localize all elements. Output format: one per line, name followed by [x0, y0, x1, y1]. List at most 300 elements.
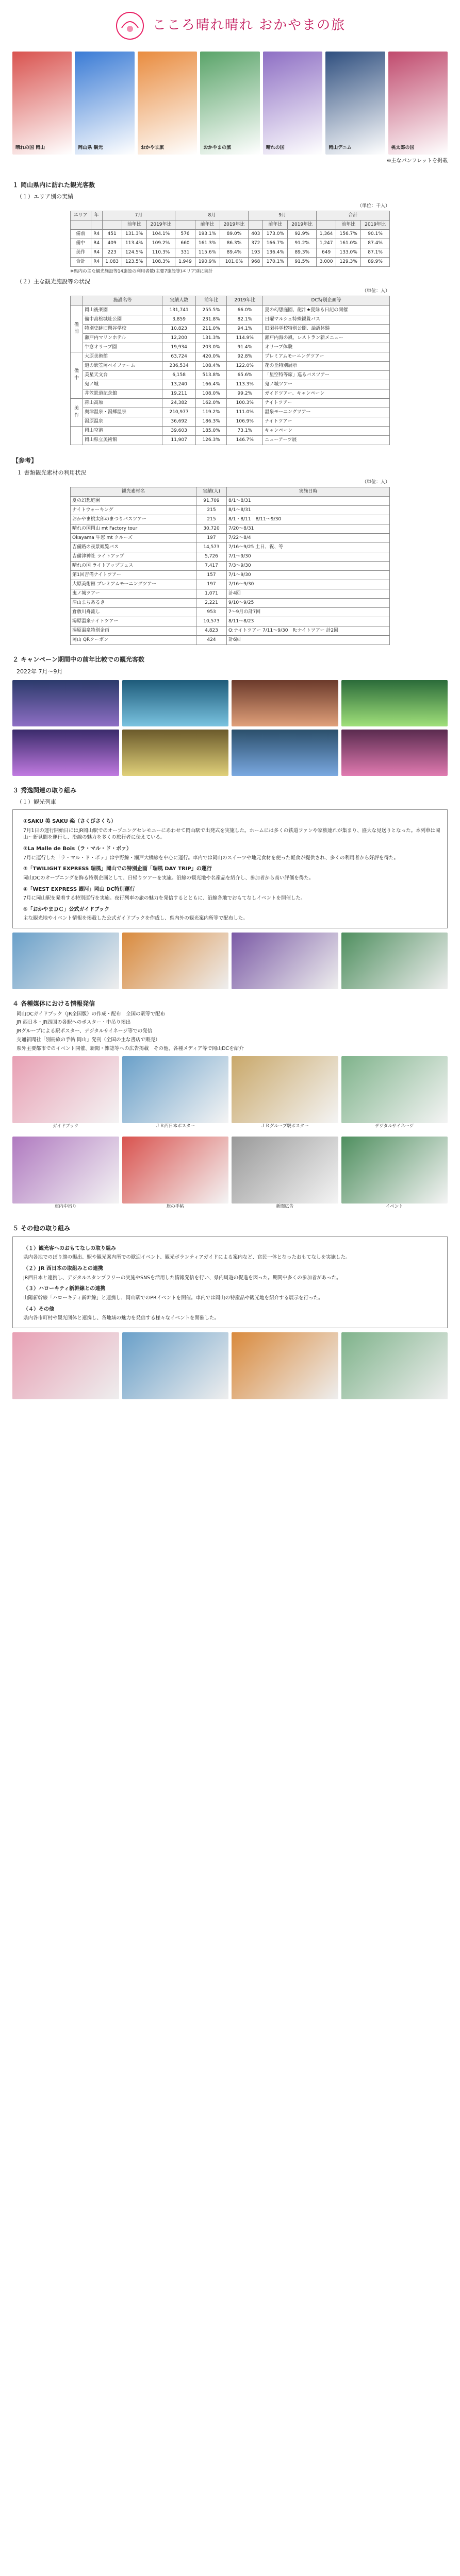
section1-unit1: （単位：千人） — [357, 203, 390, 209]
header-cell: 施設名等 — [83, 296, 162, 306]
media-item: 県外主要都市でのイベント開催、新聞・雑誌等への広告掲載 その他、各種メディア等で岡山DCを紹介 — [17, 1045, 244, 1052]
table-cell: 161.3% — [195, 239, 220, 248]
item-heading: ②La Malle de Bois（ラ・マル・ド・ボァ） — [23, 846, 132, 852]
header-cell: 9月 — [249, 211, 317, 220]
table-cell: 211.0% — [195, 324, 226, 333]
table-row — [71, 436, 390, 445]
table-cell: 131.3% — [122, 229, 146, 239]
media-photo — [232, 1137, 338, 1204]
table-cell: 146.7% — [227, 436, 263, 445]
header-cell: 2019年比 — [227, 296, 263, 306]
table-cell: 92.8% — [227, 352, 263, 361]
table-cell: 215 — [196, 515, 227, 524]
area-cell: 備前 — [71, 306, 83, 352]
media-photo-cell — [341, 1056, 448, 1133]
table-cell: 91.2% — [288, 239, 317, 248]
table-cell: 13,240 — [162, 380, 196, 389]
table-cell: 190.9% — [195, 258, 220, 267]
table-cell: 瀬戸内海の風、レストラン新メニュー — [263, 333, 390, 343]
header-cell: 前年比 — [122, 220, 146, 229]
reference-unit: （単位：人） — [362, 479, 390, 485]
header-cell: 2019年比 — [361, 220, 390, 229]
table-cell: おかやま桃太郎のまつりバスツアー — [71, 515, 196, 524]
table-cell: 12,200 — [162, 333, 196, 343]
media-photo — [12, 1137, 119, 1204]
header-cell: 2019年比 — [146, 220, 175, 229]
table-cell: 403 — [249, 229, 263, 239]
table-cell: 備中 — [71, 239, 91, 248]
table-cell: 87.4% — [361, 239, 390, 248]
table-row — [71, 636, 390, 645]
table-cell: Okayama 牛窓 mt クルーズ — [71, 533, 196, 543]
table-cell: 131,741 — [162, 306, 196, 315]
table-cell: 美作 — [71, 248, 91, 258]
table-cell: ガイドツアー、キャンペーン — [263, 389, 390, 398]
area-cell: 美作 — [71, 398, 83, 426]
pamphlet-cover: 岡山県 観光 — [75, 52, 134, 155]
header-cell: 前年比 — [195, 296, 226, 306]
media-caption: ガイドブック — [53, 1124, 79, 1129]
table-cell: 5,726 — [196, 552, 227, 561]
table-cell: 「星空特等席」巡るバスツアー — [263, 370, 390, 380]
table-cell: 7/16～9/30 — [226, 580, 389, 589]
table-cell: 道の駅笠岡ベイファーム — [83, 361, 162, 370]
table-cell: 133.0% — [336, 248, 361, 258]
table-cell: 7/1～9/30 — [226, 552, 389, 561]
table-cell: 大原美術館 プレミアムモーニングツアー — [71, 580, 196, 589]
header-cell: 2019年比 — [288, 220, 317, 229]
section5-title: ５ その他の取り組み — [12, 1225, 71, 1232]
table-cell: 73.1% — [227, 427, 263, 436]
train-photo — [12, 933, 119, 989]
item-heading: （２）JR 西日本の取組みとの連携 — [23, 1266, 103, 1272]
table-cell: 1,071 — [196, 589, 227, 599]
media-caption: イベント — [385, 1204, 403, 1210]
section3-sub: （１）観光列車 — [17, 799, 56, 806]
table-cell: 111.0% — [227, 408, 263, 417]
table-row — [71, 361, 390, 370]
item-heading: ③「TWILIGHT EXPRESS 瑞風」岡山での特別企画「瑞風 DAY TRIP」の運行 — [23, 866, 212, 872]
media-photo — [122, 1137, 229, 1204]
table-cell: 89.9% — [361, 258, 390, 267]
table-cell: 7/20～8/31 — [226, 524, 389, 533]
table-cell: 122.0% — [227, 361, 263, 370]
table-cell: 花の丘特別展示 — [263, 361, 390, 370]
table-cell: 108.3% — [146, 258, 175, 267]
table-cell: キャンペーン — [263, 427, 390, 436]
table-cell: 岡山 QRクーポン — [71, 636, 196, 645]
table-cell: 牛窓オリーブ園 — [83, 343, 162, 352]
table-cell: 1,083 — [102, 258, 122, 267]
table-cell: 吉備津神社 ライトアップ — [71, 552, 196, 561]
table-row — [71, 343, 390, 352]
header-cell: 7月 — [102, 211, 175, 220]
table-cell: 7/22～8/4 — [226, 533, 389, 543]
table-cell: 9/10～9/25 — [226, 599, 389, 608]
festival-photo — [122, 680, 229, 726]
table-cell: 210,977 — [162, 408, 196, 417]
table-cell: 173.0% — [263, 229, 288, 239]
table-cell: 109.2% — [146, 239, 175, 248]
pamphlet-covers — [12, 52, 448, 155]
table-cell: 113.3% — [227, 380, 263, 389]
table-cell: 126.3% — [195, 436, 226, 445]
table-cell: 223 — [102, 248, 122, 258]
night-event-photo — [12, 680, 119, 726]
table-cell: 8/1～8/31 — [226, 496, 389, 505]
table-cell: 1,949 — [175, 258, 195, 267]
table-cell: 岡山後楽園 — [83, 306, 162, 315]
table-cell: 215 — [196, 505, 227, 515]
table-cell: ナイトウォーキング — [71, 505, 196, 515]
table-cell: 420.0% — [195, 352, 226, 361]
table-cell: 92.9% — [288, 229, 317, 239]
section1-title: １ 岡山県内に訪れた観光客数 — [12, 181, 95, 189]
table-cell: 備中高松城址公園 — [83, 315, 162, 324]
table-cell: 100.3% — [227, 398, 263, 408]
item-text: 7月に運行した「ラ・マル・ド・ボァ」は宇野線・瀬戸大橋線を中心に運行。車内では岡山のスイーツや地元食材を使った軽食が提供され、多くの利用者から好評を得た。 — [23, 855, 399, 861]
other-photo — [341, 1332, 448, 1399]
header-cell: 合計 — [317, 211, 390, 220]
header-cell: 前年比 — [336, 220, 361, 229]
item-heading: ④「WEST EXPRESS 銀河」岡山 DC特別運行 — [23, 886, 135, 892]
table-cell: 10,823 — [162, 324, 196, 333]
table-cell: 576 — [175, 229, 195, 239]
header-cell: 実績(人) — [196, 487, 227, 496]
section4-title: ４ 各種媒体における情報発信 — [12, 1000, 95, 1008]
section1-unit2: （単位：人） — [362, 289, 390, 294]
table-row — [71, 505, 390, 515]
table-cell: 日曜マルシェ特殊観覧バス — [263, 315, 390, 324]
table-cell: 94.1% — [227, 324, 263, 333]
table-cell: 旧閑谷学校特別公開、論語体験 — [263, 324, 390, 333]
table-cell: 24,382 — [162, 398, 196, 408]
table-cell: 岡山県立美術館 — [83, 436, 162, 445]
table-cell: 湯原温泉特別企画 — [71, 626, 196, 636]
table-row — [71, 496, 390, 505]
media-item: JR 西日本・JR四国の各駅へのポスター・中吊り掲出 — [17, 1020, 131, 1026]
table-row — [71, 561, 390, 570]
table-row — [71, 306, 390, 315]
table-cell: 63,724 — [162, 352, 196, 361]
table-cell: 4,823 — [196, 626, 227, 636]
media-photo — [232, 1056, 338, 1123]
table-cell: 236,534 — [162, 361, 196, 370]
section3-photos — [12, 933, 448, 989]
table-cell: 166.7% — [263, 239, 288, 248]
item-text: 岡山DCのオープニングを飾る特別企画として、日帰りツアーを実施。沿線の観光地や名産品を紹介し、参加者から高い評価を得た。 — [23, 875, 314, 881]
media-photo-cell — [122, 1137, 229, 1214]
reference-title: 【参考】 — [12, 457, 38, 465]
other-photo — [12, 1332, 119, 1399]
table-cell: 331 — [175, 248, 195, 258]
table-cell: 19,934 — [162, 343, 196, 352]
header-cell — [71, 220, 91, 229]
section1-note1: ※県内の主な観光施設等14施設の利用者数(主要7施設等)エリア別に集計 — [70, 269, 213, 275]
table-cell: 吉備路の夜景観覧バス — [71, 543, 196, 552]
table-cell: 6,158 — [162, 370, 196, 380]
table-row — [71, 398, 390, 408]
header-cell — [102, 220, 122, 229]
hare-logo-icon — [114, 10, 145, 41]
header-cell — [249, 220, 263, 229]
media-photo — [122, 1056, 229, 1123]
media-caption: 車内中吊り — [54, 1204, 77, 1210]
table-cell: 36,692 — [162, 417, 196, 427]
table-cell: 108.0% — [195, 389, 226, 398]
pamphlet-cover: おかやまの旅 — [200, 52, 259, 155]
reference-sub: １ 書類観光素材の利用状況 — [17, 469, 87, 476]
item-heading: （４）その他 — [23, 1306, 54, 1312]
table-row — [71, 315, 390, 324]
section5-photos — [12, 1332, 448, 1399]
table-cell: 7/1～9/30 — [226, 571, 389, 580]
header-cell: 前年比 — [195, 220, 220, 229]
campaign-title: こころ晴れ晴れ おかやまの旅 — [152, 18, 346, 33]
table-cell: 131.3% — [195, 333, 226, 343]
media-list — [12, 1011, 448, 1053]
table-cell: 39,603 — [162, 427, 196, 436]
area-cell — [71, 427, 83, 445]
title-banner — [12, 0, 448, 52]
table-row — [71, 248, 390, 258]
item-heading: （３）ハローキティ新幹線との連携 — [23, 1286, 106, 1292]
table-cell: 温泉モーニングツアー — [263, 408, 390, 417]
table-cell: 255.5% — [195, 306, 226, 315]
table-cell: 231.8% — [195, 315, 226, 324]
header-cell: 観光素材名 — [71, 487, 196, 496]
facility-table — [70, 296, 390, 445]
table-row — [71, 617, 390, 626]
table-cell: 合計 — [71, 258, 91, 267]
section1-sub1: （１）エリア別の実績 — [17, 193, 73, 200]
table-cell: ナイトツアー — [263, 398, 390, 408]
table-header-row — [71, 211, 390, 220]
table-cell: 7～9月の計7回 — [226, 608, 389, 617]
section3-title: ３ 秀逸関連の取り組み — [12, 786, 77, 794]
table-cell: 170.1% — [263, 258, 288, 267]
table-row — [71, 608, 390, 617]
media-photo — [12, 1056, 119, 1123]
garden-photo — [341, 680, 448, 726]
item-heading: ①SAKU 美 SAKU 楽（さくびさくら） — [23, 819, 117, 825]
table-row — [71, 524, 390, 533]
media-item: JRグループによる駅ポスター、デジタルサイネージ等での発信 — [17, 1028, 153, 1035]
table-cell: 197 — [196, 580, 227, 589]
river-photo — [232, 730, 338, 776]
table-cell: 晴れの国岡山 mt Factory tour — [71, 524, 196, 533]
media-photo — [341, 1137, 448, 1204]
other-photo — [122, 1332, 229, 1399]
table-cell: 89.3% — [288, 248, 317, 258]
section2-title: ２ キャンペーン期間中の前年比較での観光客数 — [12, 656, 144, 664]
table-row — [71, 324, 390, 333]
table-row — [71, 626, 390, 636]
table-cell: 89.0% — [220, 229, 249, 239]
table-cell: 7/3～9/30 — [226, 561, 389, 570]
table-cell: 90.1% — [361, 229, 390, 239]
table-cell: 513.8% — [195, 370, 226, 380]
table-cell: 第1回吉備ナイトツアー — [71, 571, 196, 580]
table-subheader-row — [71, 220, 390, 229]
item-text: 7月に岡山駅を発着する特別運行を実施。夜行列車の旅の魅力を発信するとともに、沿線各地でおもてなしイベントを開催した。 — [23, 895, 306, 902]
table-cell: 161.0% — [336, 239, 361, 248]
pamphlet-cover: 晴れの国 — [263, 52, 322, 155]
table-row — [71, 239, 390, 248]
item-text: JR西日本と連携し、デジタルスタンプラリーの実施やSNSを活用した情報発信を行い、県内周遊の促進を図った。期間中多くの参加者があった。 — [23, 1275, 341, 1281]
media-photo-cell — [232, 1137, 338, 1214]
table-cell: 大原美術館 — [83, 352, 162, 361]
table-cell: 91,709 — [196, 496, 227, 505]
train-photo — [341, 933, 448, 989]
table-cell: 91.4% — [227, 343, 263, 352]
table-cell: 井笠鉄道記念館 — [83, 389, 162, 398]
table-cell: 湯原温泉 — [83, 417, 162, 427]
train-initiatives — [12, 809, 448, 928]
table-row — [71, 552, 390, 561]
table-cell: 2,221 — [196, 599, 227, 608]
media-photo-cell — [122, 1056, 229, 1133]
media-caption: 新聞広告 — [276, 1204, 294, 1210]
item-text: 県内各地でのぼり旗の掲出、駅や観光案内所での歓迎イベント、観光ボランティアガイドによる案内など、官民一体となったおもてなしを実施した。 — [23, 1255, 351, 1261]
table-row — [71, 229, 390, 239]
table-cell: 倉敷川舟流し — [71, 608, 196, 617]
train-photo — [122, 933, 229, 989]
table-cell: 113.4% — [122, 239, 146, 248]
section4-photos — [12, 1056, 448, 1214]
table-cell: 99.2% — [227, 389, 263, 398]
media-photo-cell — [12, 1137, 119, 1214]
table-cell: 特別史跡旧閑谷学校 — [83, 324, 162, 333]
train-photo — [232, 933, 338, 989]
table-header-row — [71, 487, 390, 496]
item-text: 主な観光地やイベント情報を掲載した公式ガイドブックを作成し、県内外の観光案内所等で配布した。 — [23, 916, 248, 922]
table-cell: 30,720 — [196, 524, 227, 533]
table-cell: 115.6% — [195, 248, 220, 258]
table-cell: 1,247 — [317, 239, 336, 248]
table-cell: 86.3% — [220, 239, 249, 248]
table-cell: 8/1～8/31 — [226, 505, 389, 515]
table-cell: 424 — [196, 636, 227, 645]
table-cell: 193.1% — [195, 229, 220, 239]
table-cell: 美星天文台 — [83, 370, 162, 380]
header-cell — [175, 220, 195, 229]
table-cell: 蒜山高原 — [83, 398, 162, 408]
table-cell: 7/16～9/25 土日、祝、等 — [226, 543, 389, 552]
header-cell — [317, 220, 336, 229]
table-cell: 649 — [317, 248, 336, 258]
lights-photo — [12, 730, 119, 776]
table-cell: 夏の幻想庭園、龍汁★夏緑る日記の開催 — [263, 306, 390, 315]
item-text: 県内各市町村や観光団体と連携し、各地域の魅力を発信する様々なイベントを開催した。 — [23, 1315, 220, 1321]
area-cell: 備中 — [71, 352, 83, 398]
header-cell — [91, 220, 102, 229]
table-cell: 66.0% — [227, 306, 263, 315]
table-cell: 91.5% — [288, 258, 317, 267]
table-cell: 186.3% — [195, 417, 226, 427]
item-text: 山陽新幹線「ハローキティ新幹線」と連携し、岡山駅でのPRイベントを開催。車内では岡山の特産品や観光地を紹介する展示を行った。 — [23, 1295, 323, 1301]
table-cell: 鬼ノ城ツアー — [263, 380, 390, 389]
table-cell: 953 — [196, 608, 227, 617]
table-cell: 3,859 — [162, 315, 196, 324]
table-cell: 409 — [102, 239, 122, 248]
table-header-row — [71, 296, 390, 306]
table-cell: R4 — [91, 258, 102, 267]
other-photo — [232, 1332, 338, 1399]
table-cell: 166.4% — [195, 380, 226, 389]
media-photo-cell — [341, 1137, 448, 1214]
media-photo — [341, 1056, 448, 1123]
table-cell: 114.9% — [227, 333, 263, 343]
table-row — [71, 580, 390, 589]
table-cell: 156.7% — [336, 229, 361, 239]
table-cell: 124.5% — [122, 248, 146, 258]
media-caption: 旅の手帖 — [166, 1204, 184, 1210]
table-cell: 129.3% — [336, 258, 361, 267]
table-cell: プレミアムモーニングツアー — [263, 352, 390, 361]
header-cell: 年 — [91, 211, 102, 220]
section2-photos — [12, 680, 448, 776]
table-cell: 372 — [249, 239, 263, 248]
table-cell: Q:ナイトツアー 7/11～9/30 R:ナイトツアー 計2回 — [226, 626, 389, 636]
table-cell: 123.5% — [122, 258, 146, 267]
pamphlet-cover: 桃太郎の国 — [388, 52, 448, 155]
table-row — [71, 352, 390, 361]
media-photo-cell — [12, 1056, 119, 1133]
table-cell: 8/1・8/11 8/11～9/30 — [226, 515, 389, 524]
table-row — [71, 417, 390, 427]
header-cell: 実施日時 — [226, 487, 389, 496]
table-cell: 19,211 — [162, 389, 196, 398]
pamphlet-cover: 岡山デニム — [325, 52, 385, 155]
table-cell: 157 — [196, 571, 227, 580]
media-item: 岡山DCガイドブック（JR全国版）の作成・配布 全国の駅等で配布 — [17, 1011, 166, 1017]
table-cell: 197 — [196, 533, 227, 543]
table-cell: 119.2% — [195, 408, 226, 417]
table-cell: 3,000 — [317, 258, 336, 267]
media-caption: ＪＲ西日本ポスター — [155, 1124, 195, 1129]
table-cell: 11,907 — [162, 436, 196, 445]
table-cell: 備前 — [71, 229, 91, 239]
table-cell: 203.0% — [195, 343, 226, 352]
table-row — [71, 370, 390, 380]
media-caption: デジタルサイネージ — [375, 1124, 414, 1129]
table-row — [71, 333, 390, 343]
table-row — [71, 408, 390, 417]
table-cell: 185.0% — [195, 427, 226, 436]
table-cell: 7,417 — [196, 561, 227, 570]
media-caption: ＪＲグループ駅ポスター — [260, 1124, 309, 1129]
table-cell: 87.1% — [361, 248, 390, 258]
ceremony-photo — [341, 730, 448, 776]
table-cell: 101.0% — [220, 258, 249, 267]
table-cell: 鬼ノ城 — [83, 380, 162, 389]
table-cell: 津山まちあるき — [71, 599, 196, 608]
header-cell: 2019年比 — [220, 220, 249, 229]
crowd-photo — [232, 680, 338, 726]
table-cell: 14,573 — [196, 543, 227, 552]
table-cell: 鬼ノ城ツアー — [71, 589, 196, 599]
table-cell: 65.6% — [227, 370, 263, 380]
pamphlet-cover: 晴れの国 岡山 — [12, 52, 72, 155]
table-cell: 1,364 — [317, 229, 336, 239]
area-visitors-table — [70, 211, 390, 267]
table-cell: R4 — [91, 229, 102, 239]
header-cell — [71, 296, 83, 306]
header-cell: 前年比 — [263, 220, 288, 229]
table-cell: 湯原温泉ナイトツアー — [71, 617, 196, 626]
table-cell: 108.4% — [195, 361, 226, 370]
